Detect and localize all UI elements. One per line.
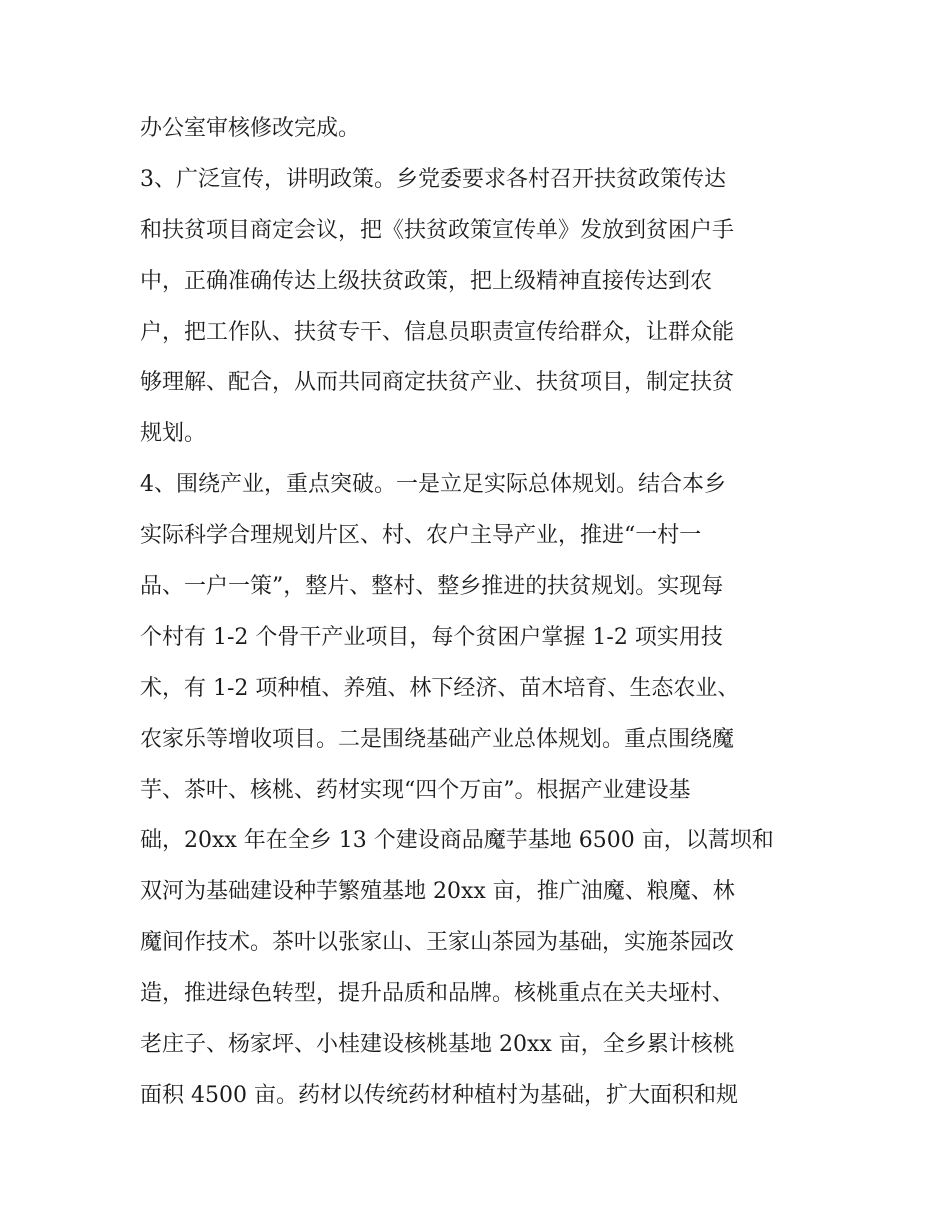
text-line: 实际科学合理规划片区、村、农户主导产业，推进“一村一 bbox=[140, 523, 702, 549]
text-line: 3、广泛宣传，讲明政策。乡党委要求各村召开扶贫政策传达 bbox=[140, 166, 726, 192]
text-line: 造，推进绿色转型，提升品质和品牌。核桃重点在关夫垭村、 bbox=[140, 981, 735, 1007]
text-line: 个村有 1-2 个骨干产业项目，每个贫困户掌握 1-2 项实用技 bbox=[140, 624, 723, 650]
text-line: 面积 4500 亩。药材以传统药材种植村为基础，扩大面积和规 bbox=[140, 1082, 738, 1108]
text-line: 4、围绕产业，重点突破。一是立足实际总体规划。结合本乡 bbox=[140, 472, 726, 498]
text-line: 芋、茶叶、核桃、药材实现“四个万亩”。根据产业建设基 bbox=[140, 777, 691, 803]
text-line: 中，正确准确传达上级扶贫政策，把上级精神直接传达到农 bbox=[140, 268, 713, 294]
text-line: 品、一户一策”，整片、整村、整乡推进的扶贫规划。实现每 bbox=[140, 574, 724, 600]
body-text bbox=[140, 104, 820, 1122]
text-line: 户，把工作队、扶贫专干、信息员职责宣传给群众，让群众能 bbox=[140, 319, 735, 345]
text-line: 术，有 1-2 项种植、养殖、林下经济、苗木培育、生态农业、 bbox=[140, 675, 740, 701]
text-line: 础，20xx 年在全乡 13 个建设商品魔芋基地 6500 亩，以蒿坝和 bbox=[140, 828, 774, 854]
text-line: 农家乐等增收项目。二是围绕基础产业总体规划。重点围绕魔 bbox=[140, 726, 735, 752]
text-line: 规划。 bbox=[140, 421, 207, 447]
text-line: 办公室审核修改完成。 bbox=[140, 116, 361, 141]
text-line: 双河为基础建设种芋繁殖基地 20xx 亩，推广油魔、粮魔、林 bbox=[140, 879, 735, 905]
text-line: 和扶贫项目商定会议，把《扶贫政策宣传单》发放到贫困户手 bbox=[140, 217, 735, 243]
text-line: 魔间作技术。茶叶以张家山、王家山茶园为基础，实施茶园改 bbox=[140, 930, 735, 956]
text-line: 老庄子、杨家坪、小桂建设核桃基地 20xx 亩，全乡累计核桃 bbox=[140, 1032, 735, 1058]
text-line: 够理解、配合，从而共同商定扶贫产业、扶贫项目，制定扶贫 bbox=[140, 370, 735, 396]
